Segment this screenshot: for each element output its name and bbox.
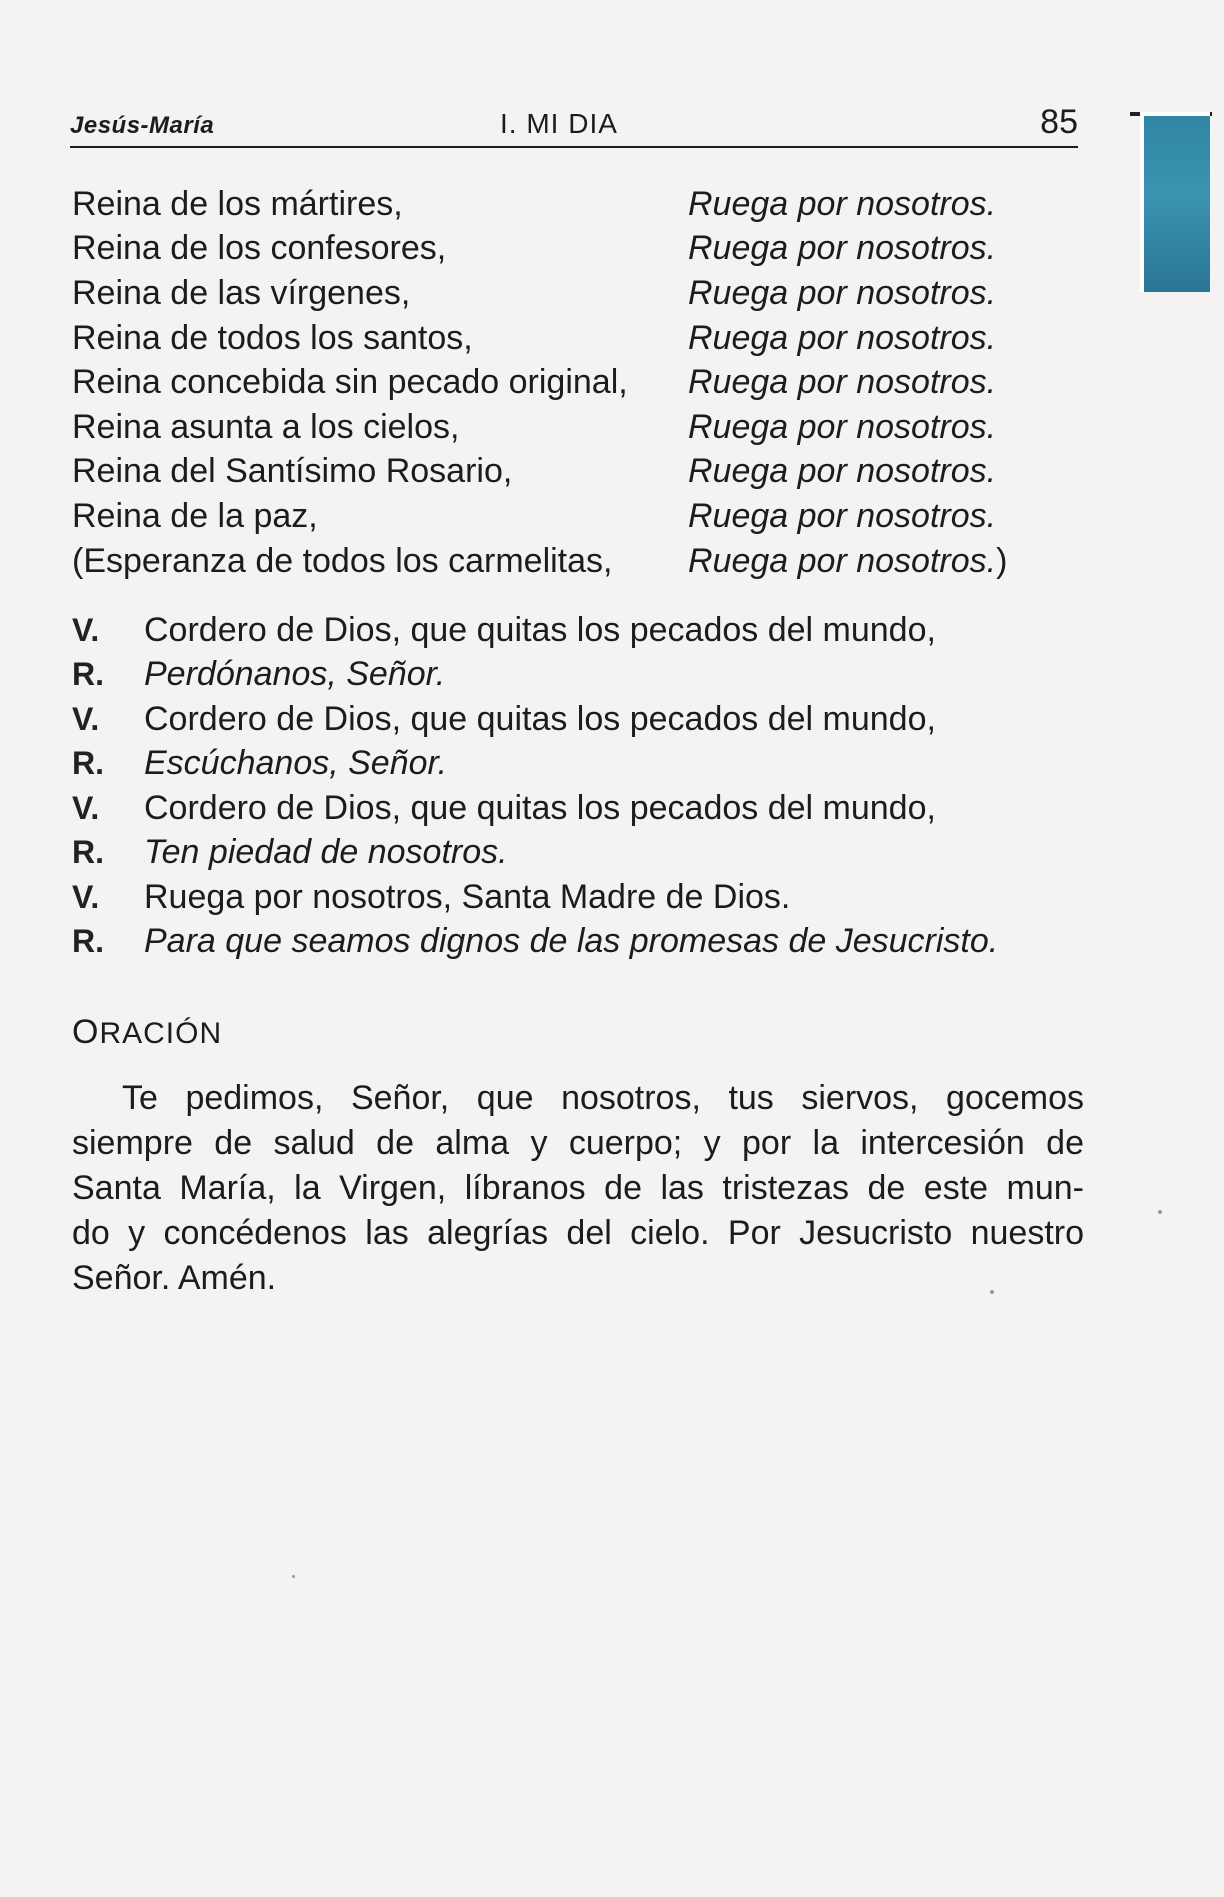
litany-row xyxy=(72,494,1082,539)
litany-response: Ruega por nosotros. xyxy=(688,452,997,491)
header-section-title: I. MI DIA xyxy=(500,108,618,139)
page-number: 85 xyxy=(1040,103,1078,141)
versicle-text: Cordero de Dios, que quitas los pecados del mundo, xyxy=(144,610,936,649)
response-row xyxy=(72,831,1112,876)
prayer-line: Te pedimos, Señor, que nosotros, tus siervos, gocemos xyxy=(122,1079,1084,1117)
print-speck xyxy=(292,1575,295,1578)
litany-invocation: Reina de los mártires, xyxy=(72,184,403,223)
litany-response: Ruega por nosotros. xyxy=(688,407,997,446)
versicle-row xyxy=(72,608,1112,653)
litany-invocation: Reina del Santísimo Rosario, xyxy=(72,452,513,491)
litany-list xyxy=(72,182,1082,583)
litany-response: Ruega por nosotros. xyxy=(688,541,997,580)
litany-row xyxy=(72,227,1082,272)
litany-row xyxy=(72,405,1082,450)
versicle-mark: V. xyxy=(72,789,100,826)
response-text: Ten piedad de nosotros. xyxy=(144,833,508,872)
response-mark: R. xyxy=(72,834,104,871)
closing-parenthesis: ) xyxy=(996,541,1008,580)
prayer-line: Señor. Amén. xyxy=(72,1259,277,1297)
litany-response: Ruega por nosotros. xyxy=(688,496,997,535)
versicle-mark: V. xyxy=(72,700,100,737)
litany-response: Ruega por nosotros. xyxy=(688,184,997,223)
litany-response: Ruega por nosotros. xyxy=(688,318,997,357)
response-row xyxy=(72,920,1112,965)
litany-invocation: Reina de la paz, xyxy=(72,496,318,535)
versicle-mark: V. xyxy=(72,611,100,648)
thumb-index-tab xyxy=(1140,112,1210,292)
litany-invocation: (Esperanza de todos los carmelitas, xyxy=(72,541,613,580)
prayer-line: siempre de salud de alma y cuerpo; y por la intercesión de xyxy=(72,1124,1084,1162)
versicle-row xyxy=(72,697,1112,742)
litany-row xyxy=(72,182,1082,227)
litany-invocation: Reina de los confesores, xyxy=(72,229,447,268)
heading-initial: O xyxy=(72,1013,100,1051)
litany-row xyxy=(72,360,1082,405)
response-text: Escúchanos, Señor. xyxy=(144,744,448,783)
response-row xyxy=(72,653,1112,698)
versicle-row xyxy=(72,786,1112,831)
response-text: Para que seamos dignos de las promesas de Jesucristo. xyxy=(144,922,999,961)
litany-invocation: Reina concebida sin pecado original, xyxy=(72,363,628,402)
prayer-line: do y concédenos las alegrías del cielo. Por Jesucristo nuestro xyxy=(72,1214,1084,1252)
prayer-line: Santa María, la Virgen, líbranos de las tristezas de este mun- xyxy=(72,1169,1084,1207)
litany-response: Ruega por nosotros. xyxy=(688,229,997,268)
litany-invocation: Reina asunta a los cielos, xyxy=(72,407,460,446)
response-row xyxy=(72,742,1112,787)
response-text: Perdónanos, Señor. xyxy=(144,655,446,694)
litany-response: Ruega por nosotros. xyxy=(688,363,997,402)
litany-row xyxy=(72,316,1082,361)
print-speck xyxy=(1158,1210,1162,1214)
heading-rest: RACIÓN xyxy=(99,1017,223,1050)
header-rule xyxy=(70,146,1078,148)
response-mark: R. xyxy=(72,923,104,960)
response-mark: R. xyxy=(72,745,104,782)
versicle-mark: V. xyxy=(72,878,100,915)
litany-invocation: Reina de las vírgenes, xyxy=(72,273,411,312)
section-heading-oracion xyxy=(72,1013,222,1052)
prayer-paragraph xyxy=(72,1076,1084,1301)
litany-row xyxy=(72,271,1082,316)
versicle-text: Cordero de Dios, que quitas los pecados del mundo, xyxy=(144,699,936,738)
litany-row xyxy=(72,539,1082,584)
response-mark: R. xyxy=(72,656,104,693)
versicle-list xyxy=(72,608,1112,964)
versicle-text: Ruega por nosotros, Santa Madre de Dios. xyxy=(144,877,791,916)
litany-invocation: Reina de todos los santos, xyxy=(72,318,473,357)
litany-row xyxy=(72,450,1082,495)
print-speck xyxy=(990,1290,994,1294)
header-book-title: Jesús-María xyxy=(70,112,215,139)
running-header xyxy=(70,104,1078,148)
versicle-text: Cordero de Dios, que quitas los pecados del mundo, xyxy=(144,788,936,827)
litany-response: Ruega por nosotros. xyxy=(688,273,997,312)
versicle-row xyxy=(72,875,1112,920)
